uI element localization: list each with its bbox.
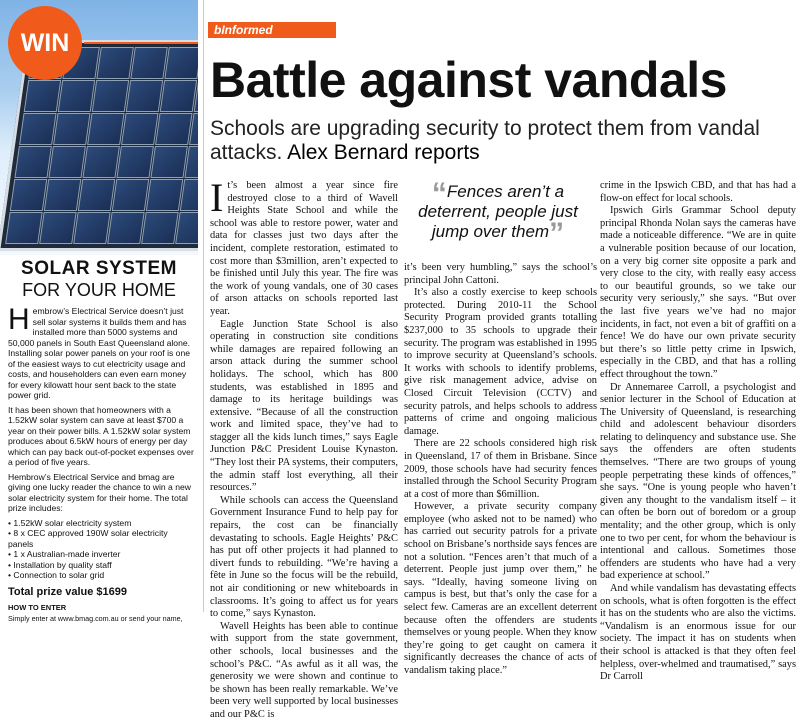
- article-paragraph: [210, 175, 398, 319]
- sidebar-dropcap: H: [8, 303, 30, 336]
- solar-cell: [48, 146, 85, 178]
- solar-cell: [130, 47, 167, 79]
- solar-cell: [107, 212, 144, 244]
- solar-cell: [5, 212, 42, 244]
- prize-item: • 8 x CEC approved 190W solar electricity panels: [8, 528, 194, 549]
- close-quote-icon: ”: [549, 217, 565, 250]
- sidebar-paragraph: It has been shown that homeowners with a 1.52kW solar system can save at least $700 a year on their power bills. A 1.52kW solar system produces about 6.5kW hours of energy per day which can pay back out-of-pocket expenses over a period of five years.: [8, 404, 194, 467]
- prize-item: • Connection to solar grid: [8, 570, 194, 581]
- solar-cell: [73, 212, 110, 244]
- article-column-3: [600, 180, 796, 684]
- solar-cell: [180, 179, 198, 211]
- solar-cell: [164, 47, 198, 79]
- solar-cell: [24, 80, 61, 112]
- open-quote-icon: “: [431, 177, 447, 210]
- column-divider: [203, 0, 204, 612]
- solar-cell: [96, 47, 133, 79]
- solar-cell: [10, 179, 47, 211]
- sidebar-title: SOLAR SYSTEM: [21, 258, 177, 279]
- badge-rule: [84, 42, 198, 44]
- prize-value: Total prize value $1699: [8, 585, 128, 598]
- solar-cell: [150, 146, 187, 178]
- solar-cell: [92, 80, 129, 112]
- solar-cell: [116, 146, 153, 178]
- prize-list: [8, 518, 194, 581]
- standfirst: [210, 117, 795, 165]
- solar-cell: [146, 179, 183, 211]
- headline: Battle against vandals: [210, 52, 727, 108]
- prize-item: • 1 x Australian-made inverter: [8, 549, 194, 560]
- article-paragraph: There are 22 schools considered high risk in Queensland, 17 of them in Brisbane. Since 2009, those schools have had security fences installed through the School Security Program at a cost of more than $6million.: [404, 438, 597, 500]
- pull-quote: [400, 177, 596, 250]
- article-paragraph: However, a private security company employee (who asked not to be named) who has carried out security patrols for a private school on Brisbane’s northside says fences are not a solution. “Fences aren’t that much of a deterrent. People just jump over them,” he says. “Ideally, having someone living on campus is best, but that’s only the case for a select few. Cameras are an excellent deterrent because often the offenders are students themselves or young people. When they know they’re going to get caught on camera it significantly decreases the chance of acts of vandalism taking place.”: [404, 501, 597, 676]
- solar-cell: [58, 80, 95, 112]
- article-column-1: [210, 175, 398, 722]
- solar-cell: [175, 212, 198, 244]
- solar-cell: [155, 113, 192, 145]
- article-paragraph: Dr Annemaree Carroll, a psychologist and senior lecturer in the School of Education at The University of Queensland, is researching child and adolescent behaviour disorders relating to delinquency and substance use. She says the offenders are often students themselves. “There are two groups of young people perpetrating these kinds of offences,” she says. “One is young people who haven’t given any thought to the vandalism itself – it can often be born out of boredom or a group mentality; and the other group, which is only one to two per cent, for whom the behaviour is intentional and callous. Sometimes those offenders are students who have had a very bad experience at school.”: [600, 381, 796, 582]
- sidebar-paragraph: Hembrow’s Electrical Service and bmag are giving one lucky reader the chance to win a new solar electricity system for their home. The total prize includes:: [8, 471, 191, 513]
- solar-cell: [53, 113, 90, 145]
- win-sidebar: [0, 0, 198, 623]
- article-paragraph: Eagle Junction State School is also operating in construction site conditions while damages are repaired following an arson attack during the summer school holidays. The school, which has 800 students, was established in 1895 and damage to its heritage buildings was extensive. “Because of all the construction work and limited space, they’ve had to stagger all the kids lunch times,” says Eagle Junction P&C President Louise Kynaston. “They lost their PA systems, their computers, the admin staff lost everything, all their resources.”: [210, 318, 398, 494]
- article-paragraph: it’s been very humbling,” says the school’s principal John Cattoni.: [404, 262, 597, 286]
- solar-cell: [19, 113, 56, 145]
- solar-cell: [112, 179, 149, 211]
- solar-cell: [78, 179, 115, 211]
- sidebar-paragraph-text: embrow’s Electrical Service doesn’t just sell solar systems it builds them and has installed more than 5000 systems and 50,000 panels in South East Queensland alone. Installing solar power panels on your roof is one of the easiest ways to cut electricity usage and costs, and householders can even earn money for every kilowatt hour sent back to the state power grid.: [8, 306, 191, 400]
- article-paragraph-text: t’s been almost a year since fire destroyed close to a third of Wavell Heights State School and while the school was able to restore power, water and data for classes just two days after the incident, complete restoration, estimated to cost more than $3million, aren’t expected to be finished until July this year. The fire was the work of young vandals, one of 30 cases of arson attacks on schools reported last year.: [210, 180, 398, 317]
- solar-cell: [87, 113, 124, 145]
- article-paragraph: Ipswich Girls Grammar School deputy principal Rhonda Nolan says the cameras have made a noticeable difference. “We are in quite a vulnerable position because of our location, on a very big corner site opposite a park and very close to the city, with really easy access to our beautiful grounds, so we take our security very seriously,” she says. “But over the last five years we’ve had no major incidents, in fact, not even a bit of graffiti on a fence! We do have our own private security but there’s so little petty crime in Ipswich, especially in the CBD, and that has a rolling effect throughout the town.”: [600, 205, 796, 380]
- byline: Alex Bernard reports: [287, 141, 480, 164]
- solar-cell: [126, 80, 163, 112]
- win-badge: WIN: [8, 6, 82, 80]
- solar-cell: [44, 179, 81, 211]
- prize-item: • 1.52kW solar electricity system: [8, 518, 194, 529]
- solar-cell: [160, 80, 197, 112]
- article-paragraph: Wavell Heights has been able to continue with support from the state government, other schools, local businesses and the school’s P&C. “As awful as it all was, the generosity we were shown and continue to be shown has been really remarkable. We’ve been very well supported by local businesses and our P&C is: [210, 620, 398, 720]
- how-to-enter-heading: HOW TO ENTER: [8, 603, 67, 612]
- article-dropcap: I: [210, 175, 224, 220]
- solar-cell: [82, 146, 119, 178]
- standfirst-text: Schools are upgrading security to protect them from vandal attacks.: [210, 117, 760, 164]
- solar-panel-photo: [0, 0, 198, 255]
- solar-cell: [141, 212, 178, 244]
- article-paragraph: crime in the Ipswich CBD, and that has had a flow-on effect for local schools.: [600, 180, 796, 204]
- sidebar-paragraph: [8, 303, 194, 401]
- article-paragraph: It’s also a costly exercise to keep schools protected. During 2010-11 the School Security Program provided grants totalling $237,000 to 35 schools to upgrade their security. The program was established in 1995 to improve security at Queensland’s schools. It works with schools to identify problems, give risk management advice, advise on Closed Circuit Television (CCTV) and security patrols, and helps schools to address patterns of crime and ongoing malicious damage.: [404, 287, 597, 437]
- article-column-2: [404, 262, 597, 678]
- entry-instructions: Simply enter at www.bmag.com.au or send your name,: [8, 613, 183, 623]
- pull-quote-text: Fences aren’t a deterrent, people just jump over them: [418, 182, 578, 241]
- sidebar-body: [8, 303, 194, 628]
- article-paragraph: While schools can access the Queensland Government Insurance Fund to help pay for repairs, the cost can be financially devastating to schools. Eagle Heights’ P&C has put off other projects it had planned to divert funds to rebuilding. “We’re having a fête in June so the focus will be the rebuild, not air conditioning or new whiteboards in classrooms. It’s going to affect us for years to come,” says Kynaston.: [210, 494, 398, 620]
- section-label: bInformed: [208, 22, 336, 38]
- solar-cell: [14, 146, 51, 178]
- solar-cell: [121, 113, 158, 145]
- prize-item: • Installation by quality staff: [8, 560, 194, 571]
- sidebar-subtitle: FOR YOUR HOME: [22, 280, 176, 300]
- article-paragraph: And while vandalism has devastating effects on schools, what is often forgotten is the effect it has on the students who are also the victims. “Vandalism is an enormous issue for our society. The impact it has on students when their school is attacked is that they often feel helpless, over-whelmed and traumatised,” says Dr Carroll: [600, 583, 796, 683]
- solar-cell: [39, 212, 76, 244]
